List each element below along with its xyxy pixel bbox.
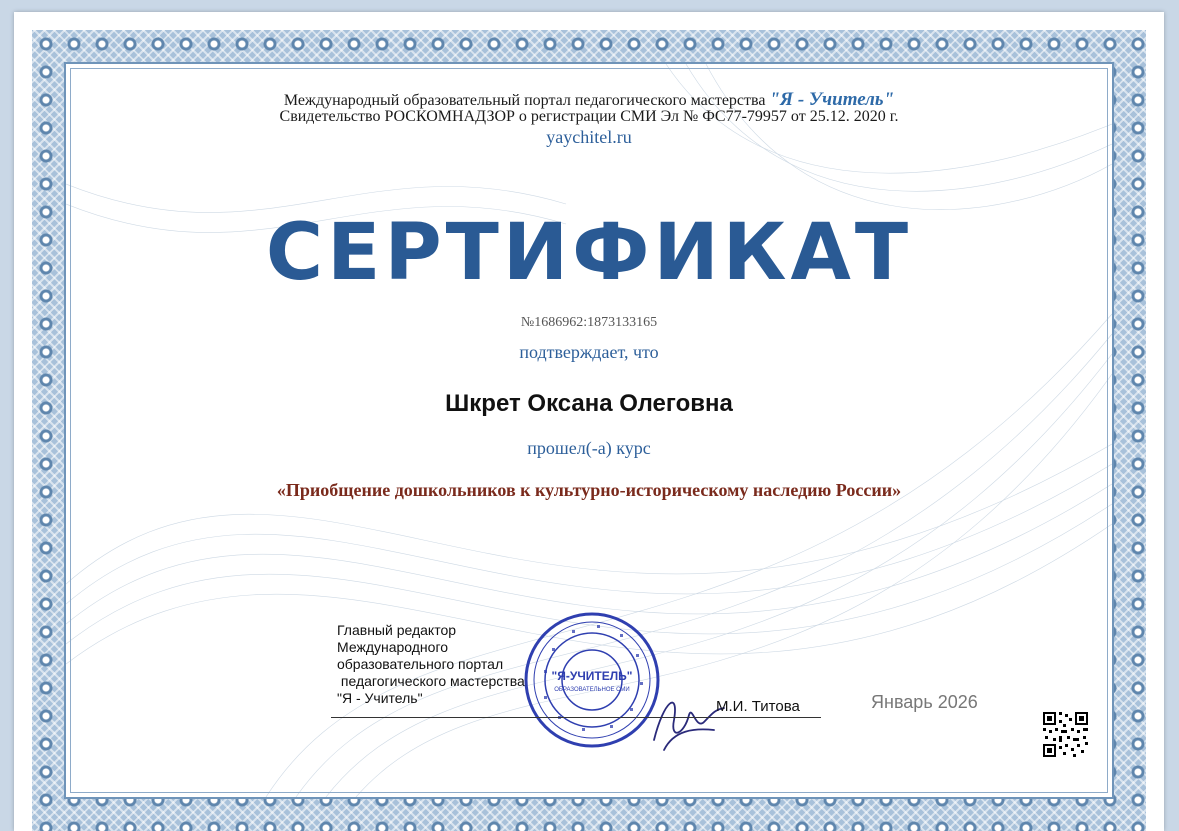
stamp-sub-text: ОБРАЗОВАТЕЛЬНОЕ СМИ — [554, 687, 630, 693]
editor-line: педагогического мастерства — [337, 673, 525, 689]
portal-name: Международный образовательный портал педагогического мастерства — [283, 92, 766, 109]
stamp-center-text: "Я-УЧИТЕЛЬ" — [551, 669, 633, 683]
passed-text: прошел(-а) курс — [527, 438, 651, 458]
confirms-text: подтверждает, что — [519, 342, 659, 362]
brand-name: "Я - Учитель" — [769, 89, 895, 110]
recipient-name: Шкрет Оксана Олеговна — [445, 390, 733, 417]
editor-title — [337, 622, 525, 707]
issue-date: Январь 2026 — [871, 692, 978, 712]
certificate-number: №1686962:1873133165 — [520, 315, 658, 330]
portal-line — [14, 91, 1164, 109]
qr-code-icon[interactable] — [1043, 712, 1088, 757]
website-link[interactable]: yaychitel.ru — [546, 127, 632, 147]
editor-line: "Я - Учитель" — [337, 690, 423, 706]
official-seal-icon — [522, 610, 662, 750]
registration-line: Свидетельство РОСКОМНАДЗОР о регистрации СМИ Эл № ФС77-79957 от 25.12. 2020 г. — [279, 108, 899, 125]
signer-name: М.И. Титова — [716, 698, 800, 715]
editor-line: Международного — [337, 639, 449, 655]
editor-line: образовательного портал — [337, 656, 504, 672]
signature-icon — [644, 680, 734, 760]
certificate-title: СЕРТИФИКАТ — [265, 208, 913, 298]
certificate-sheet — [14, 12, 1164, 831]
editor-line: Главный редактор — [337, 622, 457, 638]
signature-line — [331, 717, 821, 718]
course-title: «Приобщение дошкольников к культурно-историческому наследию России» — [276, 480, 902, 500]
